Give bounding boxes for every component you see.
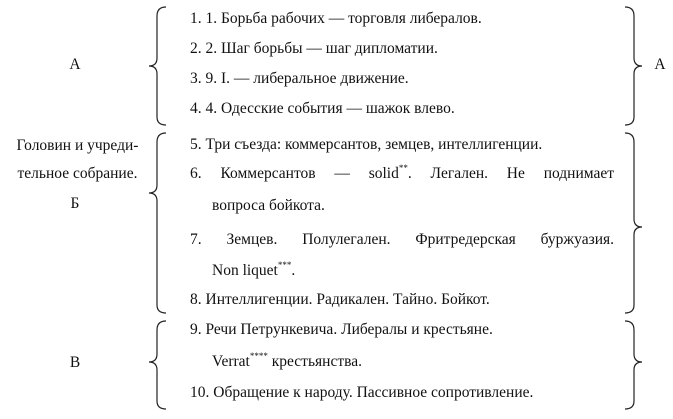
- list-item: 10. Обращение к народу. Пассивное сопротивление.: [190, 384, 534, 401]
- item6-tail: . Легален. Не поднимает: [407, 165, 614, 182]
- group-b-label-line1: Головин и учреди-: [16, 137, 139, 154]
- group-a-label-right: А: [654, 56, 666, 73]
- list-item: 2. 2. Шаг борьбы — шаг дипломатии.: [190, 40, 438, 57]
- group-a-label-left: А: [69, 56, 81, 73]
- list-item: 8. Интеллигенции. Радикален. Тайно. Бойкот.: [190, 291, 490, 308]
- list-item-continuation: вопроса бойкота.: [212, 197, 325, 214]
- list-item: 9. Речи Петрункевича. Либералы и крестьяне.: [190, 321, 493, 338]
- list-item: 4. 4. Одесские события — шажок влево.: [190, 100, 455, 117]
- list-item: 5. Три съезда: коммерсантов, земцев, интеллигенции.: [190, 136, 543, 153]
- group-b-label-line2: тельное собрание.: [17, 165, 138, 182]
- list-item: 3. 9. I. — либеральное движение.: [190, 70, 409, 87]
- footnote-marker: ***: [277, 260, 292, 270]
- group-b-label-letter: Б: [70, 195, 80, 212]
- list-item-continuation: [212, 351, 362, 370]
- footnote-marker: **: [398, 163, 408, 173]
- brace-a-left: [149, 7, 166, 125]
- list-item: [190, 163, 614, 182]
- list-item: 7. Земцев. Полулегален. Фритредерская буржуазия.: [190, 231, 614, 248]
- brace-b-right: [625, 133, 642, 313]
- brace-c-right: [625, 321, 642, 409]
- item9-word: Verrat: [212, 353, 250, 370]
- group-c-label: В: [69, 354, 81, 371]
- list-item-continuation: [212, 260, 296, 279]
- item9-tail: крестьянства.: [267, 353, 362, 370]
- item6-text: 6. Коммерсантов — solid: [190, 165, 399, 182]
- item7-text: Non liquet: [212, 262, 278, 279]
- list-item: 1. 1. Борьба рабочих — торговля либералов.: [190, 10, 482, 27]
- brace-b-left: [149, 133, 166, 313]
- footnote-marker: ****: [249, 351, 268, 361]
- brace-a-right: [625, 7, 642, 125]
- item7-dot: .: [291, 262, 296, 279]
- brace-c-left: [149, 321, 166, 409]
